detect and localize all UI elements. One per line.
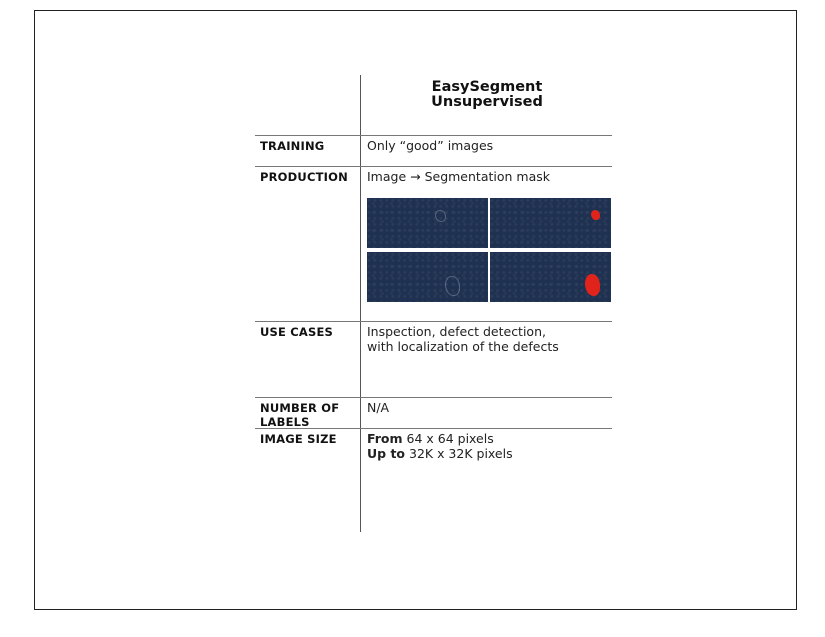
image-size-from-prefix: From xyxy=(367,431,403,446)
title-line-1: EasySegment xyxy=(431,79,543,95)
row-divider xyxy=(255,166,612,167)
image-size-upto xyxy=(367,446,513,461)
image-size-upto-value: 32K x 32K pixels xyxy=(405,446,513,461)
image-size-value xyxy=(367,431,513,461)
title-line-2: Unsupervised xyxy=(431,94,543,110)
number-of-labels-line-1: NUMBER OF xyxy=(260,401,340,415)
training-label: TRAINING xyxy=(260,139,325,153)
training-value: Only “good” images xyxy=(367,138,494,153)
image-size-label: IMAGE SIZE xyxy=(260,432,337,446)
use-cases-label: USE CASES xyxy=(260,325,334,339)
use-cases-value xyxy=(367,324,559,354)
input-image-2 xyxy=(367,252,488,302)
image-size-upto-prefix: Up to xyxy=(367,446,406,461)
row-divider xyxy=(255,321,612,322)
number-of-labels-label xyxy=(260,401,339,429)
row-divider xyxy=(255,135,612,136)
segmentation-mask-1 xyxy=(490,198,611,248)
image-size-from-value: 64 x 64 pixels xyxy=(402,431,494,446)
number-of-labels-value: N/A xyxy=(367,400,390,415)
production-value: Image → Segmentation mask xyxy=(367,169,550,184)
use-cases-line-2: with localization of the defects xyxy=(367,339,559,354)
use-cases-line-1: Inspection, defect detection, xyxy=(367,324,546,339)
image-size-from xyxy=(367,431,513,446)
segmentation-mask-2 xyxy=(490,252,611,302)
column-divider xyxy=(360,75,361,532)
number-of-labels-line-2: LABELS xyxy=(260,415,310,429)
input-image-1 xyxy=(367,198,488,248)
row-divider xyxy=(255,397,612,398)
production-label: PRODUCTION xyxy=(260,170,348,184)
table-title xyxy=(362,80,612,110)
